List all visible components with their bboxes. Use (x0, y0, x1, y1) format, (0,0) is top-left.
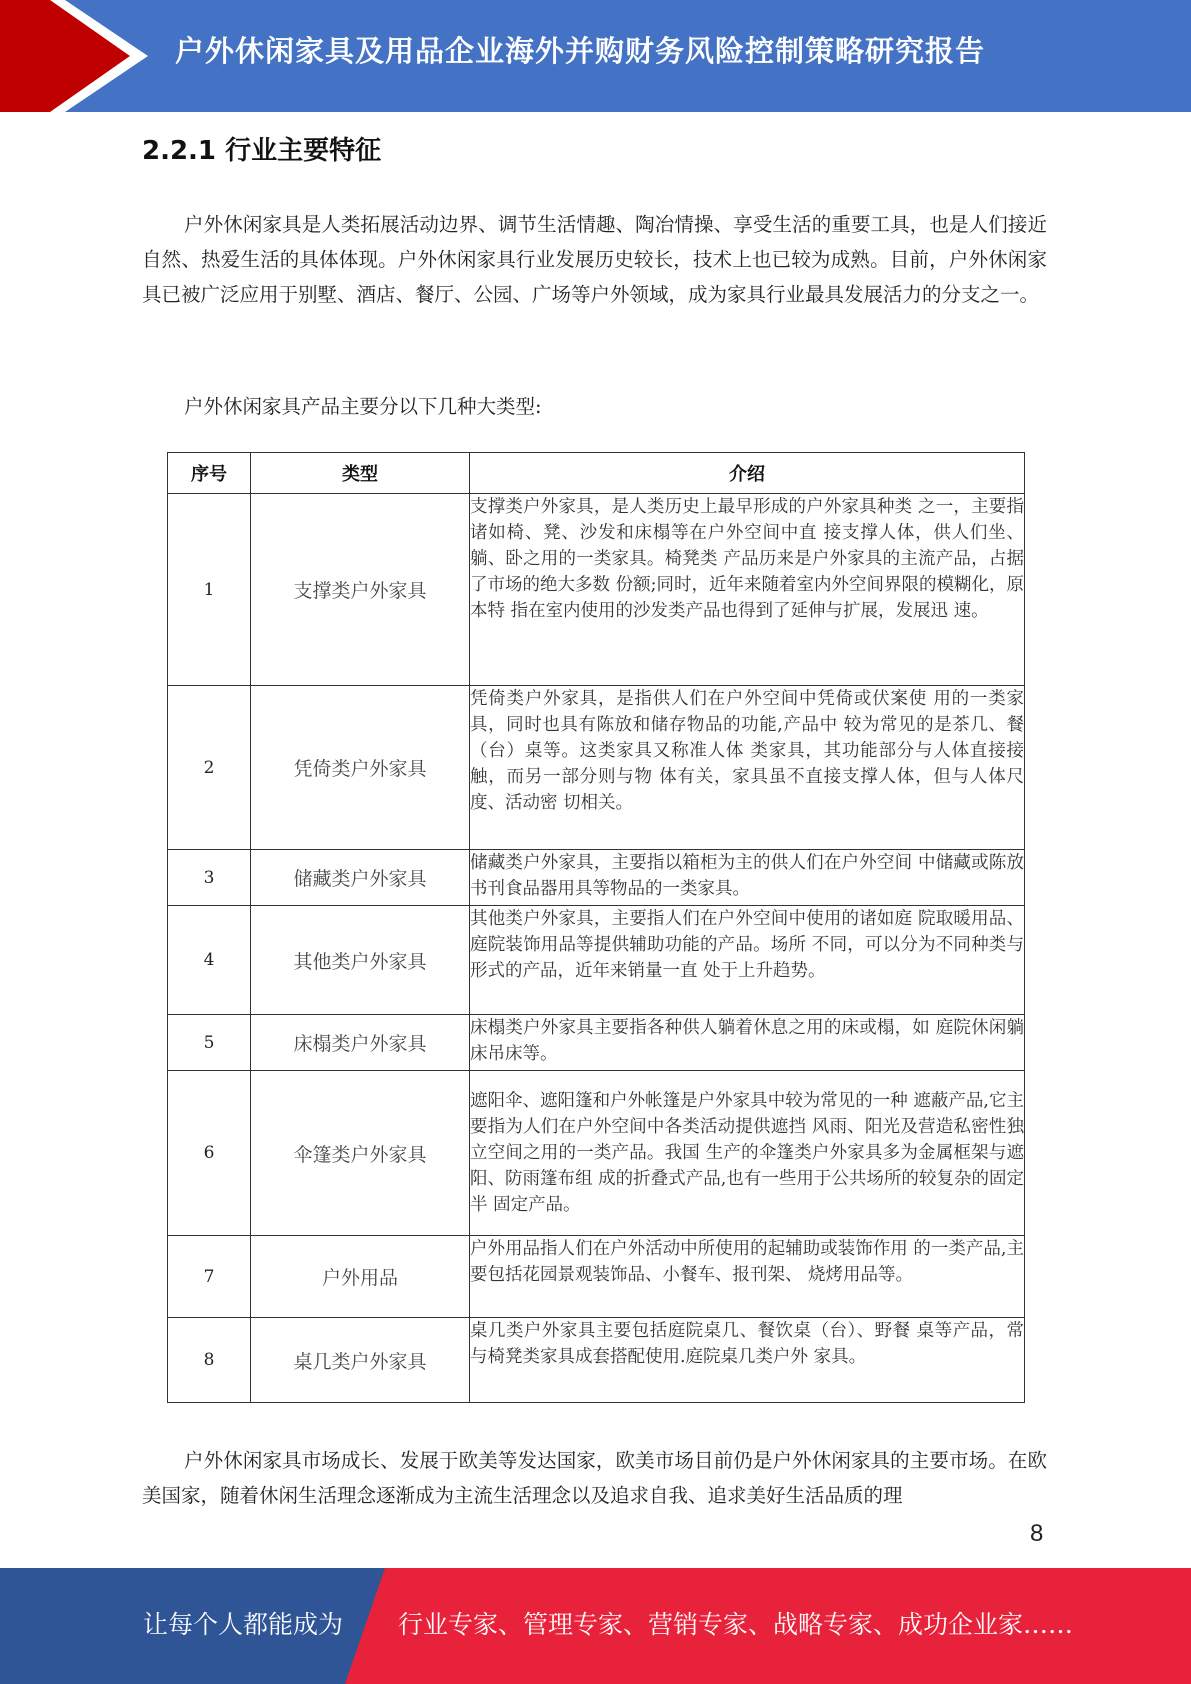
row-description: 储藏类户外家具，主要指以箱柜为主的供人们在户外空间 中储藏或陈放书刊食品器用具等物品的一类家具。 (470, 850, 1025, 906)
row-number: 7 (168, 1236, 251, 1318)
header-description: 介绍 (470, 453, 1025, 494)
row-number: 6 (168, 1071, 251, 1236)
footer-slogan-left: 让每个人都能成为 (143, 1610, 344, 1639)
table-row (168, 1236, 1025, 1318)
header-number: 序号 (168, 453, 251, 494)
table-header-row (168, 453, 1025, 494)
intro-paragraph: 户外休闲家具是人类拓展活动边界、调节生活情趣、陶冶情操、享受生活的重要工具，也是人们接近自然、热爱生活的具体体现。户外休闲家具行业发展历史较长，技术上也已较为成熟。目前，户外休闲家具已被广泛应用于别墅、酒店、餐厅、公园、广场等户外领域，成为家具行业最具发展活力的分支之一。 (142, 213, 1047, 306)
report-title: 户外休闲家具及用品企业海外并购财务风险控制策略研究报告 (175, 34, 986, 68)
row-number: 2 (168, 686, 251, 850)
row-description: 凭倚类户外家具，是指供人们在户外空间中凭倚或伏案使 用的一类家具，同时也具有陈放和储存物品的功能,产品中 较为常见的是茶几、餐（台）桌等。这类家具又称准人体 类家具，其功能部分与人体直接接触，而另一部分则与物 体有关，家具虽不直接支撑人体，但与人体尺度、活动密 切相关。 (470, 686, 1025, 850)
row-description: 桌几类户外家具主要包括庭院桌几、餐饮桌（台）、野餐 桌等产品，常与椅凳类家具成套搭配使用.庭院桌几类户外 家具。 (470, 1318, 1025, 1403)
header-arrow-decoration (0, 0, 180, 112)
table-row (168, 906, 1025, 1015)
row-number: 8 (168, 1318, 251, 1403)
row-number: 5 (168, 1015, 251, 1071)
section-heading: 2.2.1 行业主要特征 (142, 136, 382, 166)
row-number: 3 (168, 850, 251, 906)
header-type: 类型 (251, 453, 470, 494)
row-type: 伞篷类户外家具 (251, 1071, 470, 1236)
row-description: 支撑类户外家具，是人类历史上最早形成的户外家具种类 之一，主要指诸如椅、凳、沙发和床榻等在户外空间中直 接支撑人体，供人们坐、躺、卧之用的一类家具。椅凳类 产品历来是户外家具的主流产品，占据了市场的绝大多数 份额;同时，近年来随着室内外空间界限的模糊化，原本特 指在室内使用的沙发类产品也得到了延伸与扩展，发展迅 速。 (470, 494, 1025, 686)
table-row (168, 850, 1025, 906)
table-lead-paragraph: 户外休闲家具产品主要分以下几种大类型: (184, 395, 542, 418)
row-number: 4 (168, 906, 251, 1015)
furniture-types-table (167, 452, 1025, 1403)
row-type: 支撑类户外家具 (251, 494, 470, 686)
page-header (0, 0, 1191, 112)
page-footer (0, 1568, 1191, 1684)
table-row (168, 494, 1025, 686)
footer-slogan-right: 行业专家、管理专家、营销专家、战略专家、成功企业家…… (398, 1610, 1074, 1639)
row-description: 户外用品指人们在户外活动中所使用的起辅助或装饰作用 的一类产品,主要包括花园景观装饰品、小餐车、报刊架、 烧烤用品等。 (470, 1236, 1025, 1318)
row-description: 其他类户外家具，主要指人们在户外空间中使用的诸如庭 院取暖用品、庭院装饰用品等提供辅助功能的产品。场所 不同，可以分为不同种类与形式的产品，近年来销量一直 处于上升趋势。 (470, 906, 1025, 1015)
row-description: 遮阳伞、遮阳篷和户外帐篷是户外家具中较为常见的一种 遮蔽产品,它主要指为人们在户外空间中各类活动提供遮挡 风雨、阳光及营造私密性独立空间之用的一类产品。我国 生产的伞篷类户外家具多为金属框架与遮阳、防雨篷布组 成的折叠式产品,也有一些用于公共场所的较复杂的固定半 固定产品。 (470, 1071, 1025, 1236)
row-type: 其他类户外家具 (251, 906, 470, 1015)
page-number: 8 (1030, 1520, 1044, 1547)
row-number: 1 (168, 494, 251, 686)
table-row (168, 1015, 1025, 1071)
row-type: 桌几类户外家具 (251, 1318, 470, 1403)
row-type: 凭倚类户外家具 (251, 686, 470, 850)
table-row (168, 1071, 1025, 1236)
table-row (168, 686, 1025, 850)
row-type: 储藏类户外家具 (251, 850, 470, 906)
row-type: 户外用品 (251, 1236, 470, 1318)
row-type: 床榻类户外家具 (251, 1015, 470, 1071)
closing-paragraph: 户外休闲家具市场成长、发展于欧美等发达国家，欧美市场目前仍是户外休闲家具的主要市场。在欧美国家，随着休闲生活理念逐渐成为主流生活理念以及追求自我、追求美好生活品质的理 (142, 1449, 1047, 1507)
table-row (168, 1318, 1025, 1403)
row-description: 床榻类户外家具主要指各种供人躺着休息之用的床或榻，如 庭院休闲躺床吊床等。 (470, 1015, 1025, 1071)
